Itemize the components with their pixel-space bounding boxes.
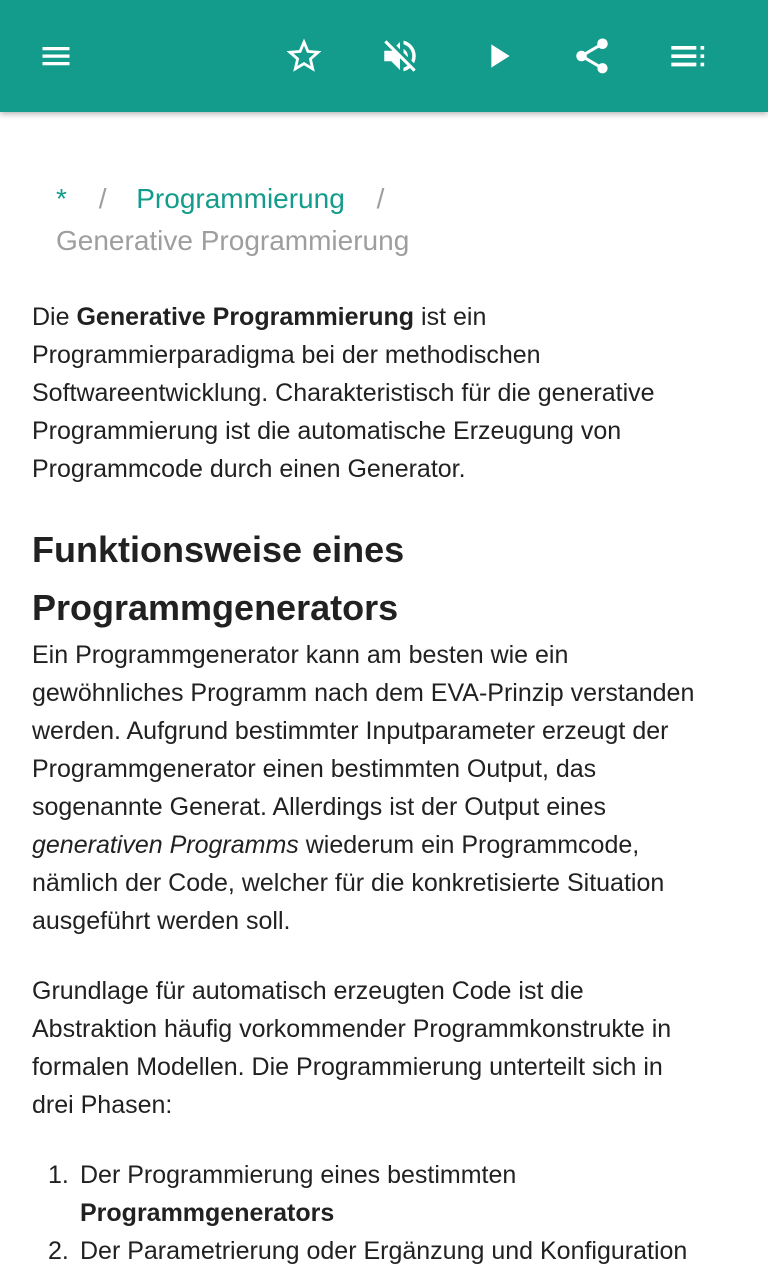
breadcrumb-current: Generative Programmierung [56, 225, 410, 256]
paragraph-text: nämlich der Code, welcher für die konkretisierte Situation [32, 869, 665, 897]
heading-line: Programmgenerators [32, 587, 399, 628]
list-item-text: Der Parametrierung oder Ergänzung und Konfiguration [80, 1237, 688, 1265]
volume-off-icon [379, 35, 421, 77]
paragraph-text: werden. Aufgrund bestimmter Inputparameter erzeugt der [32, 717, 669, 745]
paragraph-text: wiederum ein Programmcode, [298, 831, 640, 859]
list-item-number: 2. [48, 1237, 69, 1265]
menu-button[interactable] [28, 28, 84, 84]
section-heading [32, 521, 732, 637]
intro-paragraph [32, 298, 732, 488]
breadcrumb-home-link[interactable]: * [56, 183, 67, 214]
list-item [32, 1232, 732, 1270]
list-item-text: Der Programmierung eines bestimmten [80, 1161, 517, 1189]
intro-text: Programmierparadigma bei der methodischen [32, 341, 541, 369]
phases-list [32, 1156, 732, 1270]
intro-text: Die [32, 303, 77, 331]
intro-text: Programmcode durch einen Generator. [32, 455, 466, 483]
paragraph-text: Ein Programmgenerator kann am besten wie ein [32, 641, 569, 669]
paragraph-basis [32, 972, 732, 1124]
breadcrumb [56, 178, 716, 262]
intro-text: Programmierung ist die automatische Erzeugung von [32, 417, 622, 445]
breadcrumb-separator: / [98, 183, 107, 214]
paragraph-text: Abstraktion häufig vorkommender Programmkonstrukte in [32, 1015, 672, 1043]
app-toolbar [0, 0, 768, 112]
favorite-button[interactable] [276, 28, 332, 84]
list-item-number: 1. [48, 1161, 69, 1189]
paragraph-text: gewöhnliches Programm nach dem EVA-Prinzip verstanden [32, 679, 695, 707]
paragraph-text: formalen Modellen. Die Programmierung unterteilt sich in [32, 1053, 663, 1081]
menu-icon [38, 38, 74, 74]
list-item [32, 1156, 732, 1232]
intro-text: ist ein [414, 303, 487, 331]
paragraph-text: drei Phasen: [32, 1091, 173, 1119]
list-item-bold-text: Programmgenerators [80, 1199, 335, 1227]
paragraph-text: sogenannte Generat. Allerdings ist der Output eines [32, 793, 606, 821]
paragraph-text: Programmgenerator einen bestimmten Output, das [32, 755, 597, 783]
heading-line: Funktionsweise eines [32, 529, 405, 570]
star-outline-icon [283, 35, 325, 77]
paragraph-function [32, 636, 732, 940]
breadcrumb-separator: / [376, 183, 385, 214]
share-icon [571, 35, 613, 77]
paragraph-text: ausgeführt werden soll. [32, 907, 291, 935]
intro-text: Softwareentwicklung. Charakteristisch für die generative [32, 379, 655, 407]
play-icon [478, 36, 518, 76]
play-button[interactable] [470, 28, 526, 84]
paragraph-text: Grundlage für automatisch erzeugten Code ist die [32, 977, 584, 1005]
table-of-contents-button[interactable] [660, 28, 716, 84]
intro-bold-term: Generative Programmierung [76, 303, 415, 331]
mute-button[interactable] [372, 28, 428, 84]
breadcrumb-parent-link[interactable]: Programmierung [136, 183, 345, 214]
list-menu-icon [668, 36, 708, 76]
italic-term: generativen Programms [32, 831, 299, 859]
share-button[interactable] [564, 28, 620, 84]
